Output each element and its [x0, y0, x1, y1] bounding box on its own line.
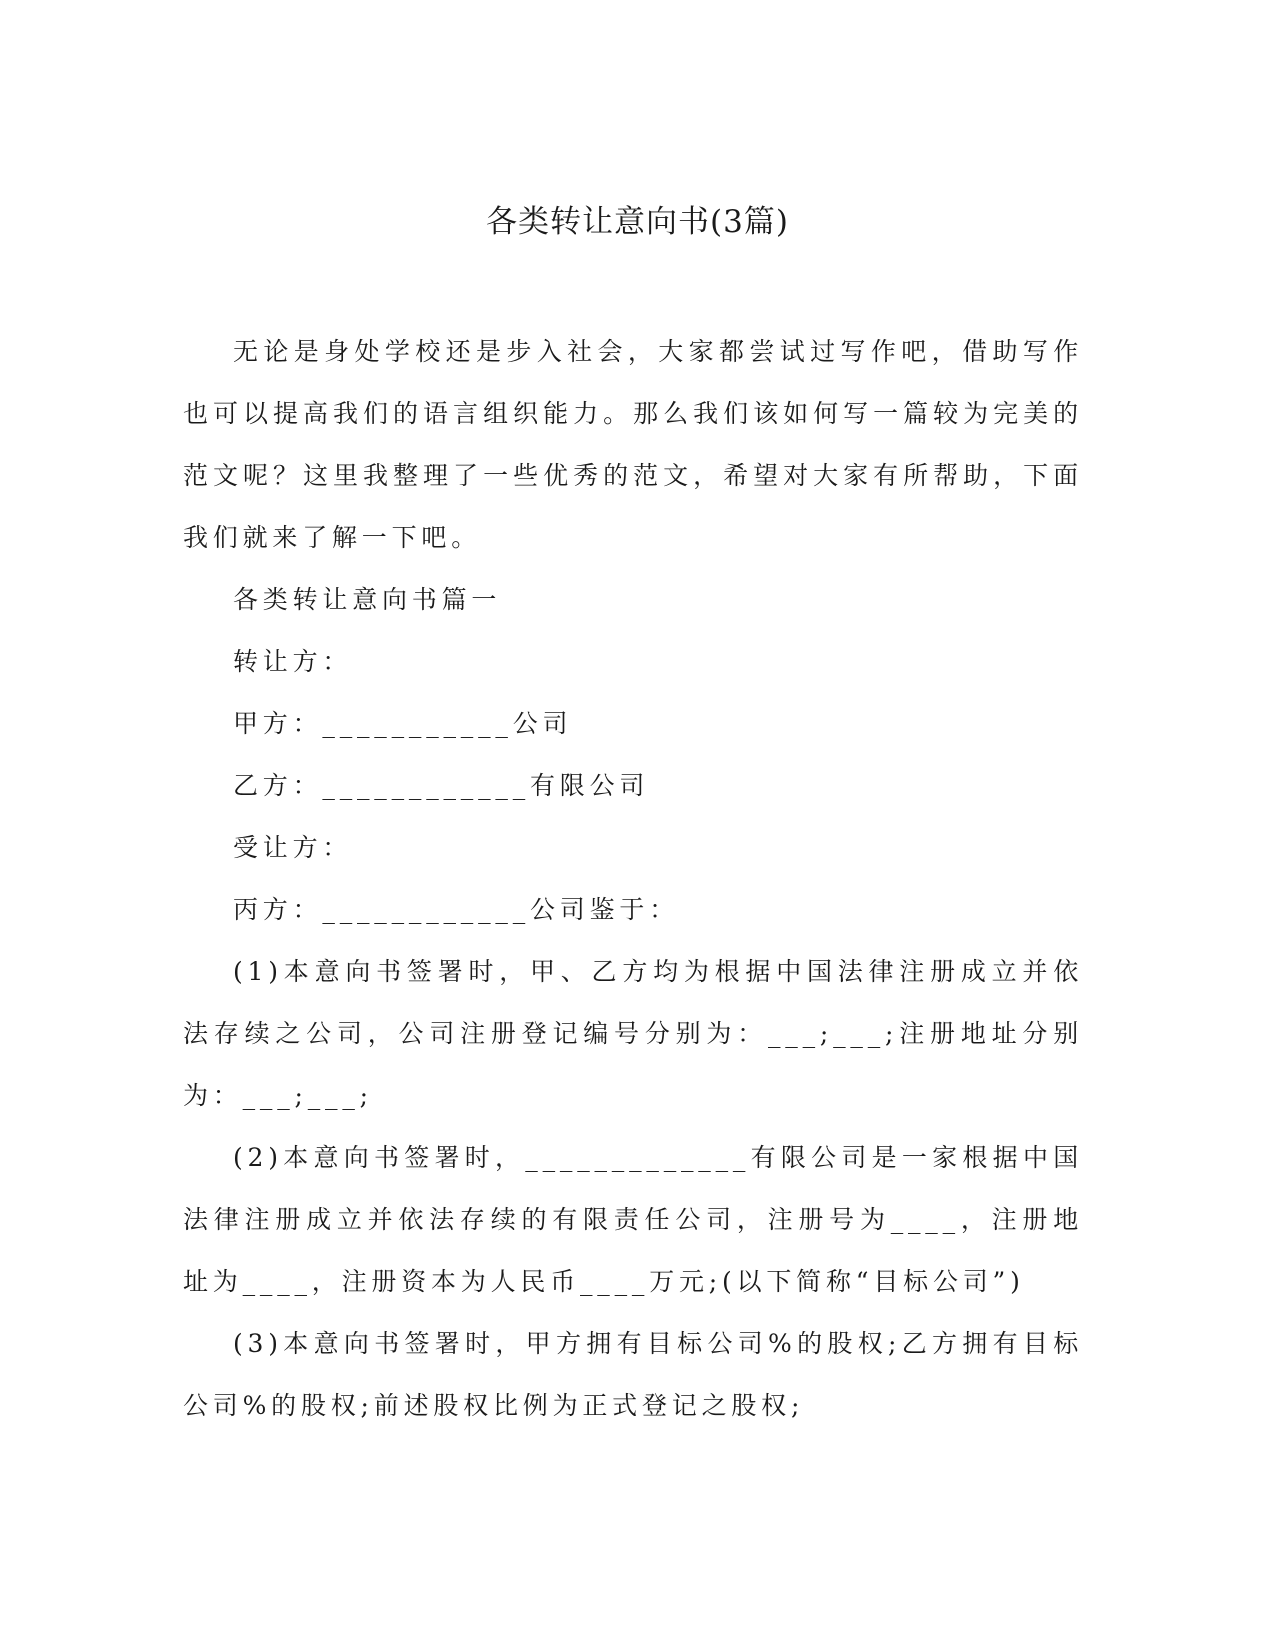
document-body — [183, 321, 1083, 1437]
transferee-label: 受让方： — [233, 833, 353, 862]
party-c-line: 丙方：____________公司鉴于： — [233, 895, 680, 924]
clause-1: (1)本意向书签署时，甲、乙方均为根据中国法律注册成立并依法存续之公司，公司注册登记编号分别为：___;___;注册地址分别为：___;___; — [183, 957, 1083, 1110]
clause-3: (3)本意向书签署时，甲方拥有目标公司%的股权;乙方拥有目标公司%的股权;前述股权比例为正式登记之股权; — [183, 1329, 1083, 1420]
document-title: 各类转让意向书(3篇) — [486, 204, 789, 240]
transferor-label: 转让方： — [233, 647, 353, 676]
party-b-line: 乙方：____________有限公司 — [233, 771, 650, 800]
clause-2: (2)本意向书签署时，_____________有限公司是一家根据中国法律注册成立并依法存续的有限责任公司，注册号为____，注册地址为____，注册资本为人民币____万元;(以下简称“目标公司”) — [183, 1143, 1083, 1296]
party-a-line: 甲方：___________公司 — [233, 709, 573, 738]
section-heading: 各类转让意向书篇一 — [233, 585, 502, 614]
intro-paragraph: 无论是身处学校还是步入社会，大家都尝试过写作吧，借助写作也可以提高我们的语言组织能力。那么我们该如何写一篇较为完美的范文呢？这里我整理了一些优秀的范文，希望对大家有所帮助，下面我们就来了解一下吧。 — [183, 337, 1083, 552]
